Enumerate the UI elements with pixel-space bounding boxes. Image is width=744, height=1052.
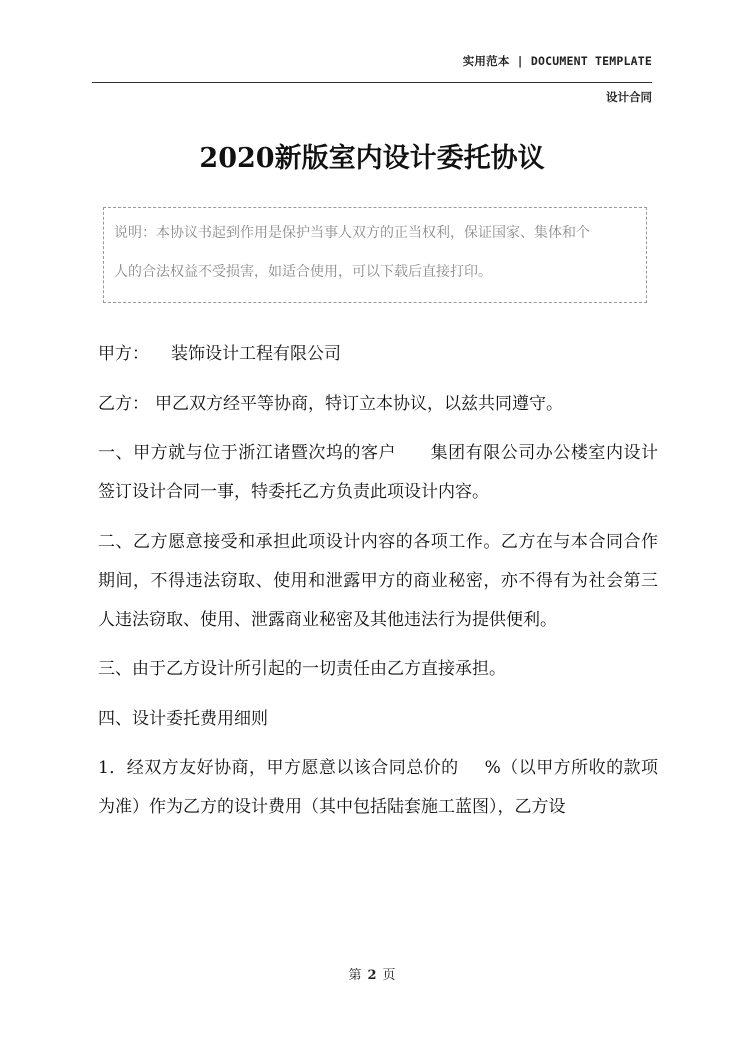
party-b-paragraph [98, 385, 658, 424]
header-document-template: 实用范本 | DOCUMENT TEMPLATE [462, 54, 652, 68]
document-title: 2020新版室内设计委托协议 [199, 143, 545, 174]
party-b-label: 乙方： [98, 393, 149, 414]
note-line-1: 说明：本协议书起到作用是保护当事人双方的正当权利，保证国家、集体和个 [114, 225, 590, 241]
note-line-2: 人的合法权益不受损害，如适合使用，可以下载后直接打印。 [114, 264, 492, 280]
clause-4-item-1-part-a: 1．经双方友好协商，甲方愿意以该合同总价的 [98, 758, 459, 778]
footer-suffix: 页 [382, 968, 396, 983]
clause-1-part-b: 集团有限公司办公楼室内设计签订设计合同一事，特委托乙方负责此项设计内容。 [98, 443, 659, 502]
party-a-paragraph [98, 335, 658, 374]
clause-1 [98, 434, 658, 512]
clause-4-item-1-part-b: %（以甲方所收的款项为准）作为乙方的设计费用（其中包括陆套施工蓝图），乙方设 [98, 758, 658, 817]
party-a-value: 装饰设计工程有限公司 [171, 344, 341, 364]
clause-1-part-a: 一、甲方就与位于浙江诸暨次坞的客户 [98, 443, 397, 463]
clause-4-heading: 四、设计委托费用细则 [98, 708, 268, 729]
header-category: 设计合同 [606, 90, 652, 104]
footer-prefix: 第 [348, 968, 362, 983]
clause-2: 二、乙方愿意接受和承担此项设计内容的各项工作。乙方在与本合同合作期间，不得违法窃取、使用和泄露甲方的商业秘密，亦不得有为社会第三人违法窃取、使用、泄露商业秘密及其他违法行为提供便利。 [98, 531, 658, 630]
page-number: 2 [367, 968, 377, 983]
document-body [98, 335, 658, 838]
header-divider [92, 82, 652, 83]
party-a-label: 甲方： [98, 344, 149, 364]
clause-3: 三、由于乙方设计所引起的一切责任由乙方直接承担。 [98, 659, 506, 679]
party-b-value: 甲乙双方经平等协商，特订立本协议，以兹共同遵守。 [155, 393, 563, 414]
note-box [103, 207, 647, 303]
clause-4-item-1 [98, 749, 658, 827]
page-footer [0, 964, 744, 983]
